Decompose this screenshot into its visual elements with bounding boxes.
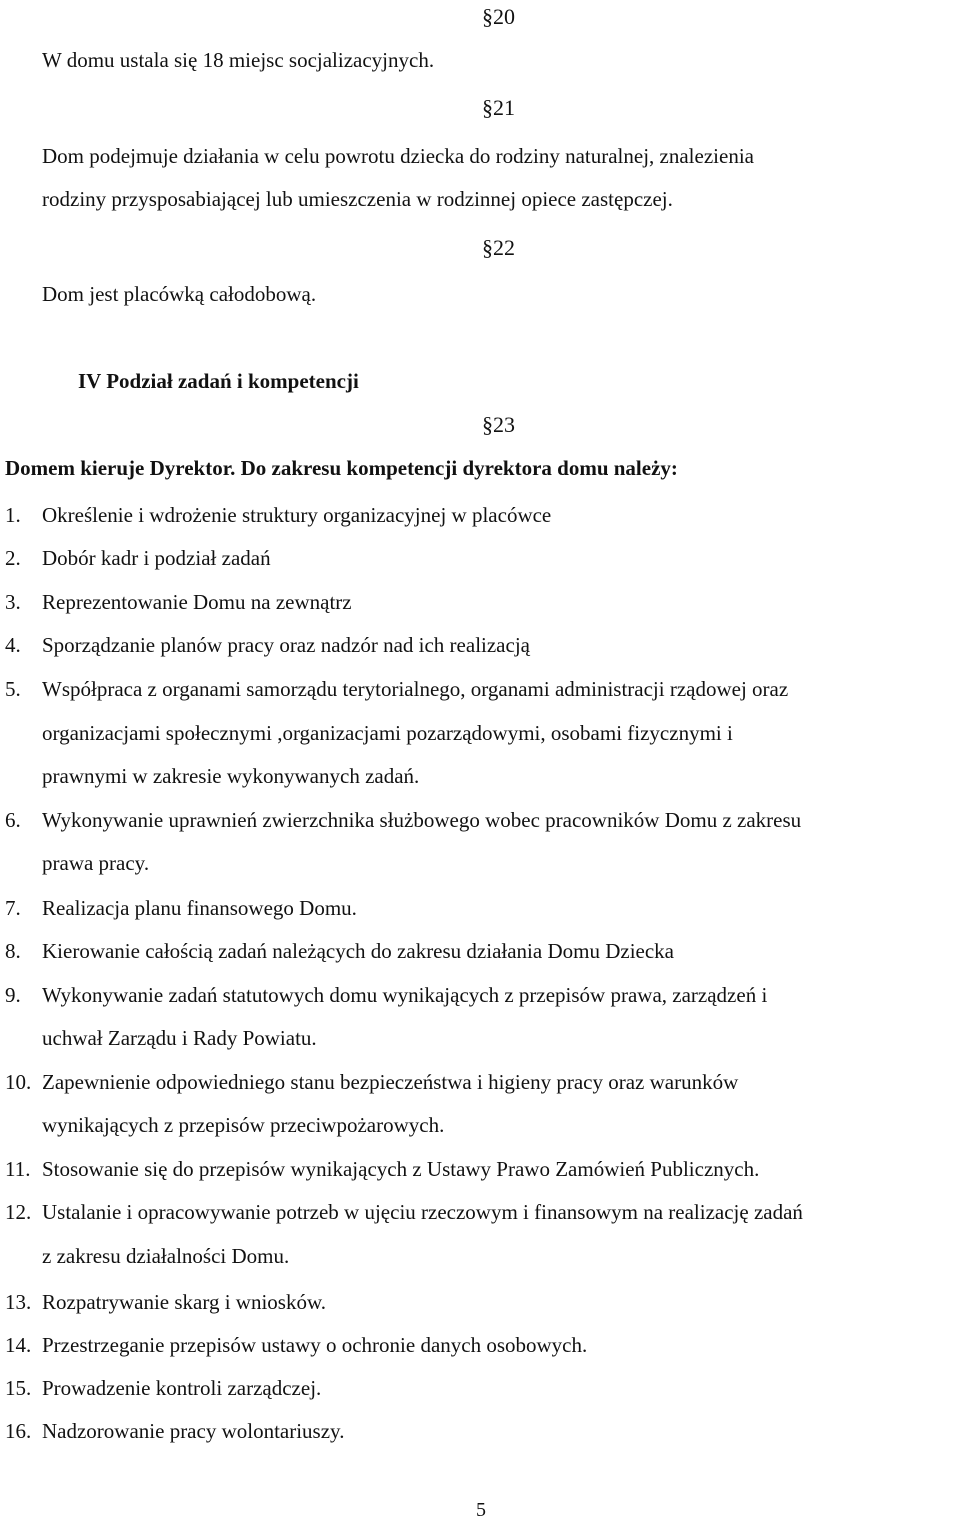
list-item-number: 7. — [5, 896, 21, 920]
list-item-continuation — [0, 721, 960, 745]
list-item-number: 11. — [5, 1157, 31, 1181]
list-item-continuation — [0, 851, 960, 875]
list-item-text: Sporządzanie planów pracy oraz nadzór nad ich realizacją — [42, 633, 530, 657]
list-item-number: 12. — [5, 1200, 32, 1224]
list-item-text: Określenie i wdrożenie struktury organizacyjnej w placówce — [42, 503, 552, 527]
section-marker-20: §20 — [482, 4, 515, 29]
page-number: 5 — [476, 1499, 486, 1521]
list-item — [0, 896, 960, 920]
list-item — [0, 546, 960, 570]
list-item-continuation — [0, 1244, 960, 1268]
list-item-text: Realizacja planu finansowego Domu. — [42, 896, 357, 920]
list-item-continuation — [0, 1113, 960, 1137]
list-item — [0, 1157, 960, 1181]
list-item-number: 9. — [5, 983, 21, 1007]
list-item-text: organizacjami społecznymi ,organizacjami pozarządowymi, osobami fizycznymi i — [42, 721, 733, 745]
list-item — [0, 808, 960, 832]
list-item-text: Przestrzeganie przepisów ustawy o ochronie danych osobowych. — [42, 1333, 588, 1357]
list-item — [0, 633, 960, 657]
list-item — [0, 1419, 960, 1443]
list-item-text: Rozpatrywanie skarg i wniosków. — [42, 1290, 327, 1314]
list-item-number: 16. — [5, 1419, 32, 1443]
list-item-number: 3. — [5, 590, 21, 614]
list-item-continuation — [0, 764, 960, 788]
list-item-text: Wykonywanie uprawnień zwierzchnika służbowego wobec pracowników Domu z zakresu — [42, 808, 802, 832]
section-marker-23: §23 — [482, 412, 515, 437]
list-item-text: Nadzorowanie pracy wolontariuszy. — [42, 1419, 345, 1443]
list-item-number: 1. — [5, 503, 21, 527]
list-item-text: Dobór kadr i podział zadań — [42, 546, 271, 570]
list-item-text: wynikających z przepisów przeciwpożarowych. — [42, 1113, 445, 1137]
list-item — [0, 1376, 960, 1400]
list-item-text: Prowadzenie kontroli zarządczej. — [42, 1376, 322, 1400]
list-item-number: 8. — [5, 939, 21, 963]
list-item — [0, 1290, 960, 1314]
paragraph-22: Dom jest placówką całodobową. — [42, 282, 317, 306]
list-item — [0, 1200, 960, 1224]
list-item — [0, 1333, 960, 1357]
paragraph-20: W domu ustala się 18 miejsc socjalizacyjnych. — [42, 48, 435, 72]
paragraph-21-line-1: Dom podejmuje działania w celu powrotu dziecka do rodziny naturalnej, znalezienia — [42, 144, 754, 168]
list-item-text: Współpraca z organami samorządu terytorialnego, organami administracji rządowej oraz — [42, 677, 789, 701]
list-item-number: 2. — [5, 546, 21, 570]
list-item-text: prawnymi w zakresie wykonywanych zadań. — [42, 764, 420, 788]
list-item-text: uchwał Zarządu i Rady Powiatu. — [42, 1026, 317, 1050]
list-item-text: Wykonywanie zadań statutowych domu wynikających z przepisów prawa, zarządzeń i — [42, 983, 768, 1007]
list-item-number: 4. — [5, 633, 21, 657]
list-item-text: Reprezentowanie Domu na zewnątrz — [42, 590, 352, 614]
section-marker-22: §22 — [482, 235, 515, 260]
intro-sentence: Domem kieruje Dyrektor. Do zakresu kompetencji dyrektora domu należy: — [5, 456, 678, 480]
list-item — [0, 590, 960, 614]
list-item-number: 14. — [5, 1333, 32, 1357]
list-item — [0, 939, 960, 963]
list-item-continuation — [0, 1026, 960, 1050]
chapter-heading: IV Podział zadań i kompetencji — [78, 369, 359, 393]
paragraph-21-line-2: rodziny przysposabiającej lub umieszczenia w rodzinnej opiece zastępczej. — [42, 187, 673, 211]
list-item-text: Zapewnienie odpowiedniego stanu bezpieczeństwa i higieny pracy oraz warunków — [42, 1070, 739, 1094]
list-item — [0, 503, 960, 527]
list-item-number: 13. — [5, 1290, 32, 1314]
list-item — [0, 983, 960, 1007]
list-item — [0, 1070, 960, 1094]
list-item-text: prawa pracy. — [42, 851, 150, 875]
list-item-number: 5. — [5, 677, 21, 701]
section-marker-21: §21 — [482, 95, 515, 120]
list-item — [0, 677, 960, 701]
list-item-number: 15. — [5, 1376, 32, 1400]
list-item-text: z zakresu działalności Domu. — [42, 1244, 290, 1268]
list-item-text: Kierowanie całością zadań należących do zakresu działania Domu Dziecka — [42, 939, 674, 963]
list-item-number: 10. — [5, 1070, 32, 1094]
list-item-text: Stosowanie się do przepisów wynikających z Ustawy Prawo Zamówień Publicznych. — [42, 1157, 760, 1181]
list-item-text: Ustalanie i opracowywanie potrzeb w ujęciu rzeczowym i finansowym na realizację zadań — [42, 1200, 803, 1224]
list-item-number: 6. — [5, 808, 21, 832]
